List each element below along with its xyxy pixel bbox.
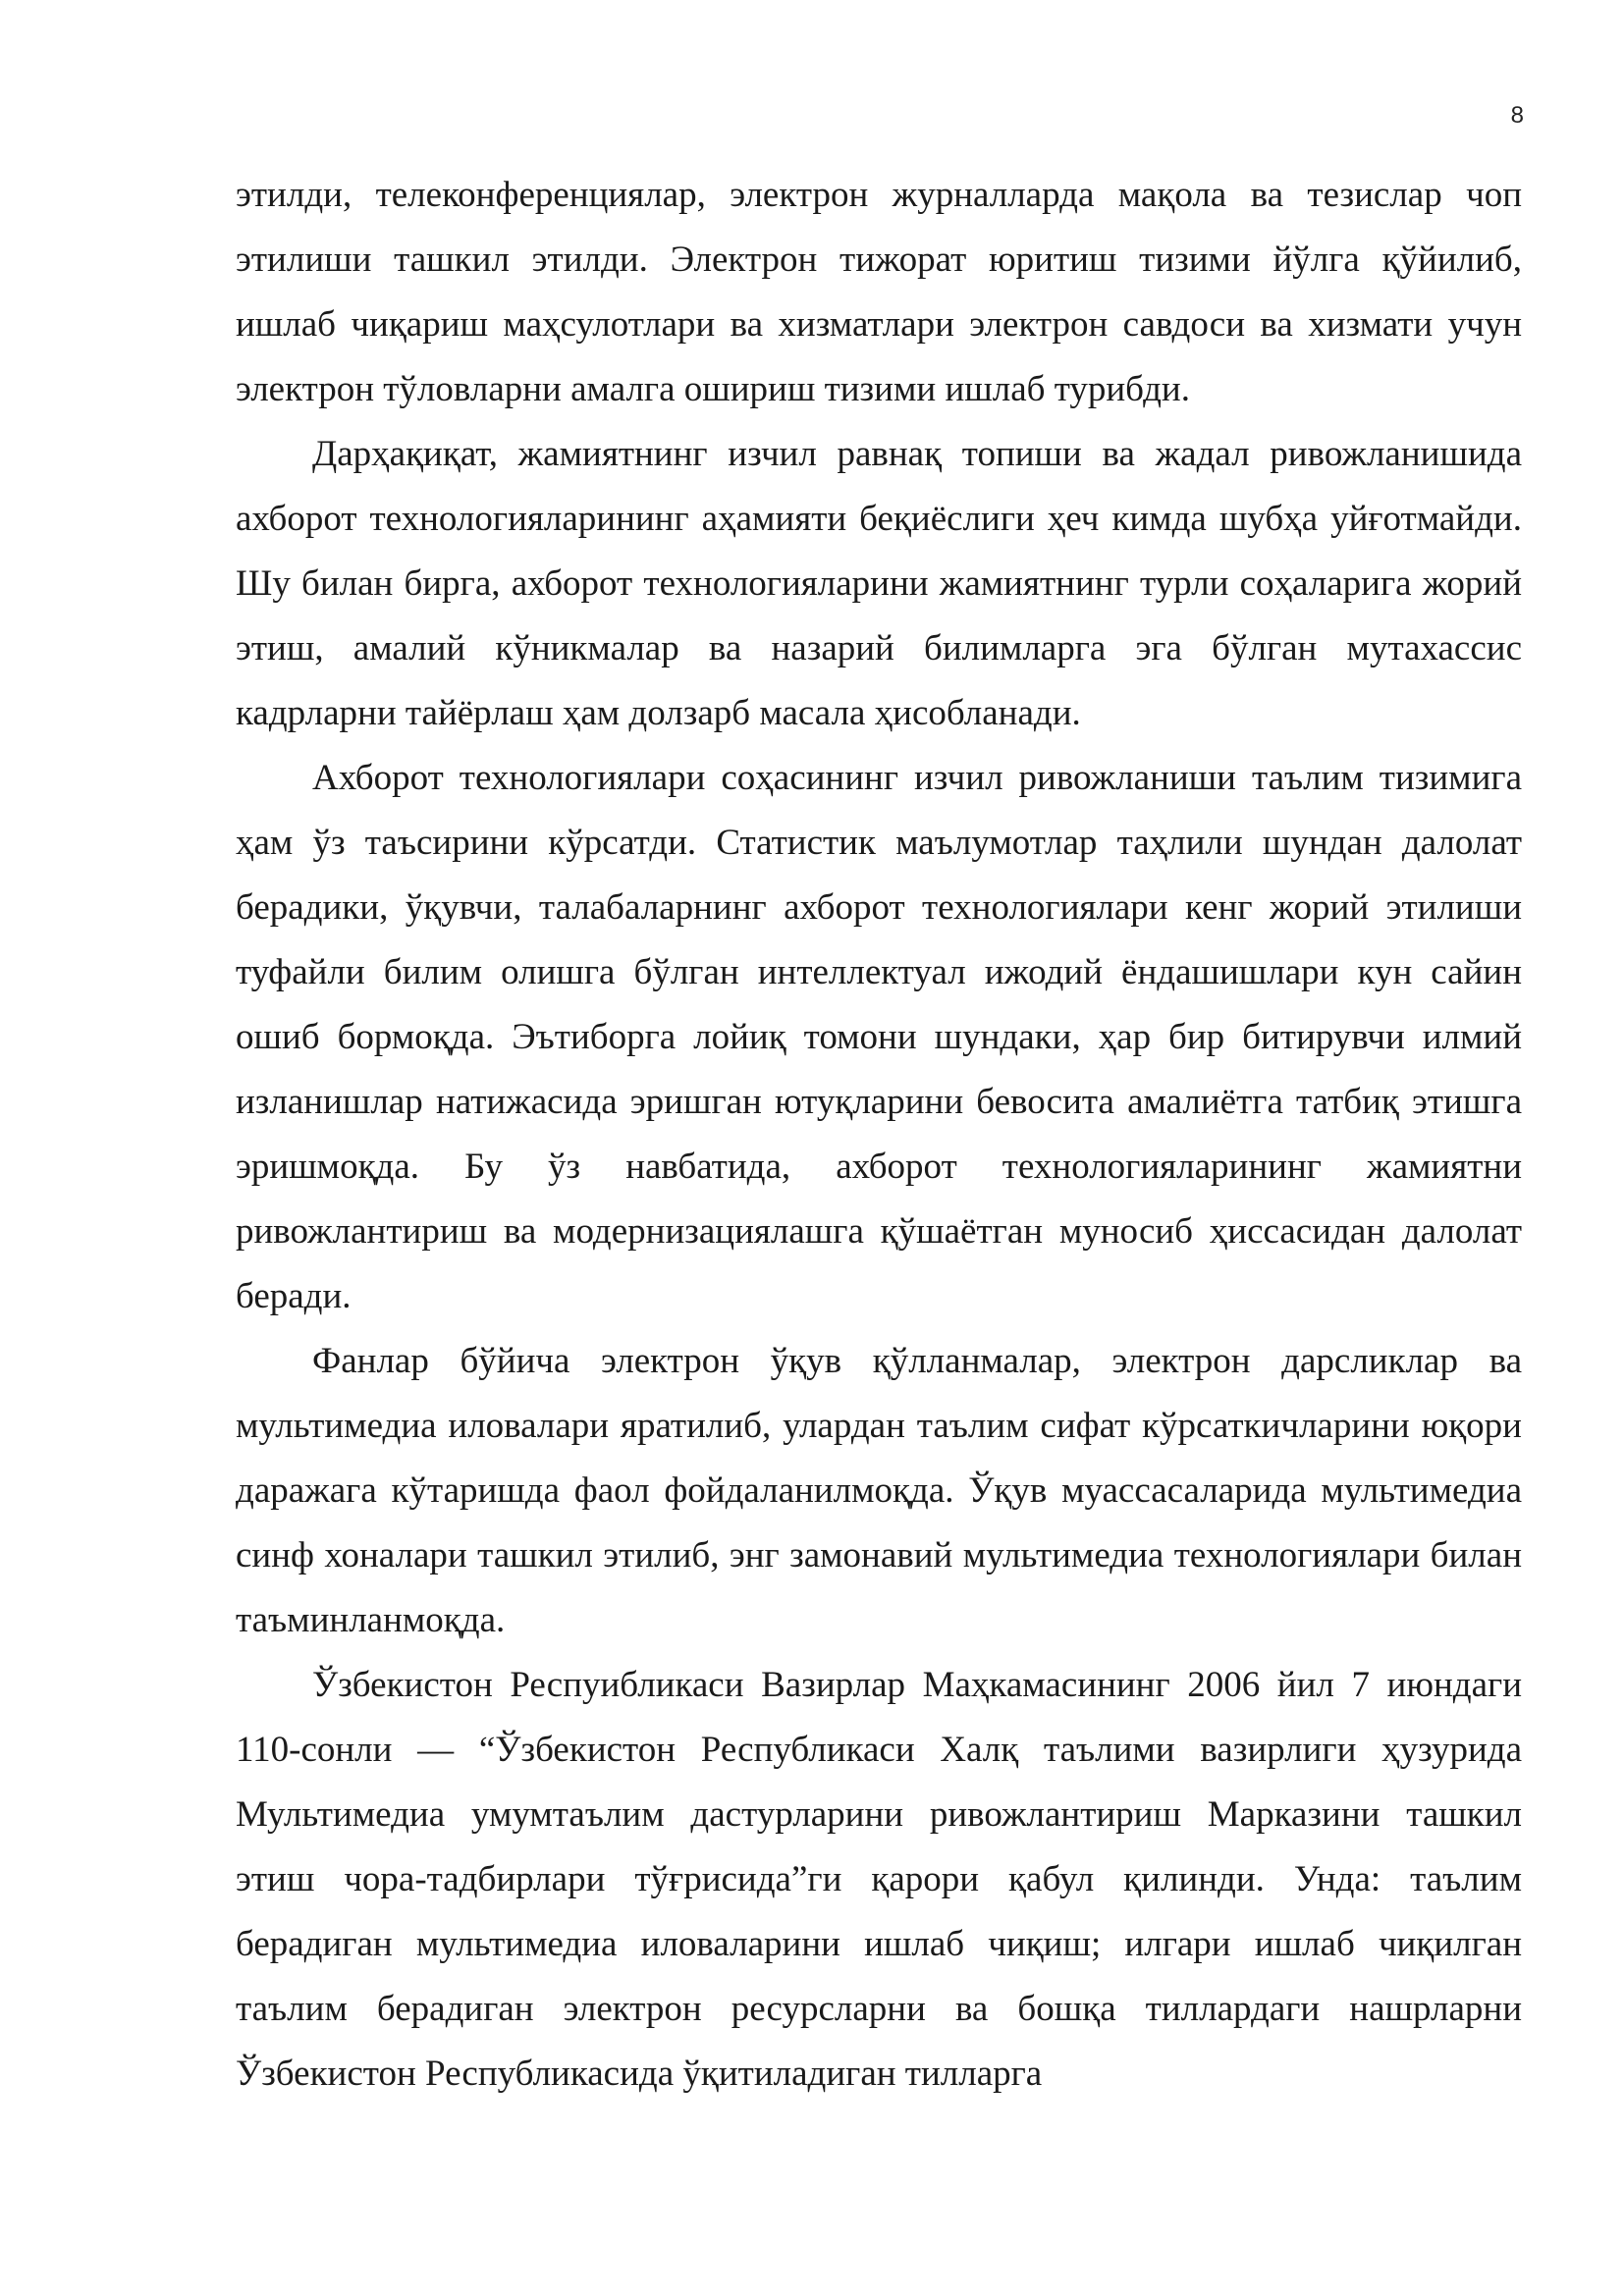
- paragraph-3: Ахборот технологиялари соҳасининг изчил ривожланиши таълим тизимига ҳам ўз таъсирини кўрсатди. Статистик маълумотлар таҳлили шундан далолат берадики, ўқувчи, талабаларнинг ахборот технологиялари кенг жорий этилиши туфайли билим олишга бўлган интеллектуал ижодий ёндашишлари кун сайин ошиб бормоқда. Эътиборга лойиқ томони шундаки, ҳар бир битирувчи илмий изланишлар натижасида эришган ютуқларини бевосита амалиётга татбиқ этишга эришмоқда. Бу ўз навбатида, ахборот технологияларининг жамиятни ривожлантириш ва модернизациялашга қўшаётган муносиб ҳиссасидан далолат беради.: [236, 758, 1522, 1316]
- paragraph-2: Дарҳақиқат, жамиятнинг изчил равнақ топиши ва жадал ривожланишида ахборот технологияларининг аҳамияти беқиёслиги ҳеч кимда шубҳа уйғотмайди. Шу билан бирга, ахборот технологияларини жамиятнинг турли соҳаларига жорий этиш, амалий кўникмалар ва назарий билимларга эга бўлган мутахассис кадрларни тайёрлаш ҳам долзарб масала ҳисобланади.: [236, 434, 1522, 733]
- body-text: [236, 163, 1522, 2107]
- paragraph-5: Ўзбекистон Респуибликаси Вазирлар Маҳкамасининг 2006 йил 7 июндаги 110-сонли — “Ўзбекистон Республикаси Халқ таълими вазирлиги ҳузурида Мультимедиа умумтаълим дастурларини ривожлантириш Марказини ташкил этиш чора-тадбирлари тўғрисида”ги қарори қабул қилинди. Унда: таълим берадиган мультимедиа иловаларини ишлаб чиқиш; илгари ишлаб чиқилган таълим берадиган электрон ресурсларни ва бошқа тиллардаги нашрларни Ўзбекистон Республикасида ўқитиладиган тилларга: [236, 1665, 1522, 2094]
- paragraph-4: Фанлар бўйича электрон ўқув қўлланмалар, электрон дарсликлар ва мультимедиа иловалари яратилиб, улардан таълим сифат кўрсаткичларини юқори даражага кўтаришда фаол фойдаланилмоқда. Ўқув муассасаларида мультимедиа синф хоналари ташкил этилиб, энг замонавий мультимедиа технологиялари билан таъминланмоқда.: [236, 1341, 1522, 1640]
- page-number: 8: [1510, 102, 1524, 129]
- paragraph-1: этилди, телеконференциялар, электрон журналларда мақола ва тезислар чоп этилиши ташкил этилди. Электрон тижорат юритиш тизими йўлга қўйилиб, ишлаб чиқариш маҳсулотлари ва хизматлари электрон савдоси ва хизмати учун электрон тўловларни амалга ошириш тизими ишлаб турибди.: [236, 175, 1522, 409]
